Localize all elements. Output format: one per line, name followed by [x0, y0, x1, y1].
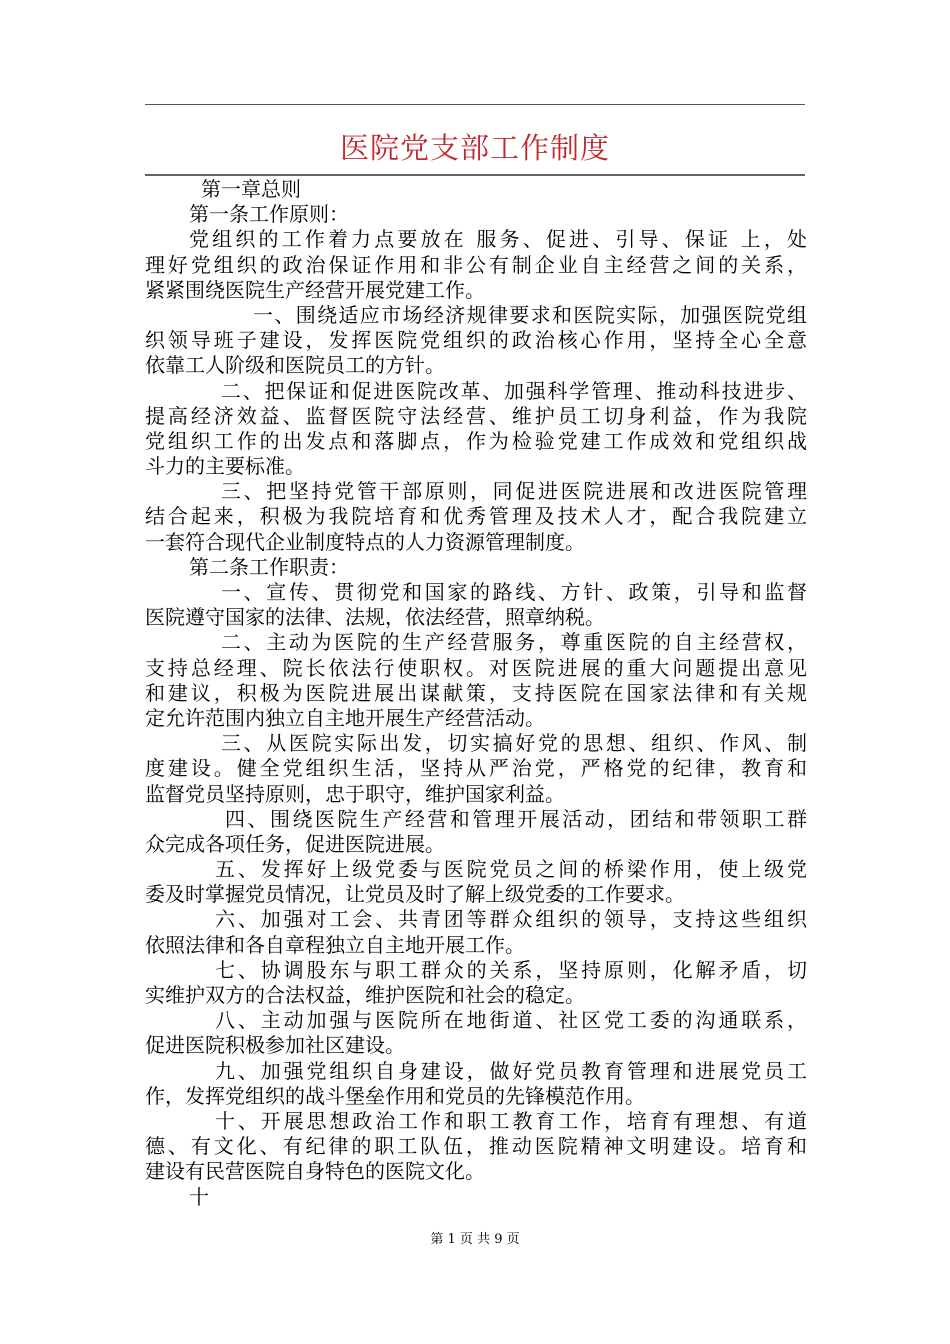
- text-line: 监督党员坚持原则，忠于职守，维护国家利益。: [145, 781, 565, 806]
- text-line: 第二条工作职责：: [189, 554, 349, 579]
- document-body: [145, 177, 807, 1210]
- text-line: 六、加强对工会、共青团等群众组织的领导，支持这些组织: [215, 907, 807, 932]
- text-line: 二、把保证和促进医院改革、加强科学管理、推动科技进步、: [221, 378, 807, 403]
- text-line: 斗力的主要标准。: [145, 454, 305, 479]
- text-line: 织领导班子建设，发挥医院党组织的政治核心作用，坚持全心全意: [145, 328, 807, 353]
- document-title: 医院党支部工作制度: [339, 131, 610, 165]
- text-line: 紧紧围绕医院生产经营开展党建工作。: [145, 277, 485, 302]
- text-line: 实维护双方的合法权益，维护医院和社会的稳定。: [145, 983, 585, 1007]
- text-line: 和建议，积极为医院进展出谋献策，支持医院在国家法律和有关规: [145, 680, 807, 705]
- text-line: 支持总经理、院长依法行使职权。对医院进展的重大问题提出意见: [145, 655, 807, 680]
- text-line: 一套符合现代企业制度特点的人力资源管理制度。: [145, 529, 585, 554]
- text-line: 建设有民营医院自身特色的医院文化。: [145, 1159, 485, 1184]
- text-line: 十: [189, 1184, 209, 1209]
- page-number: 第 1 页 共 9 页: [430, 1232, 520, 1247]
- text-line: 党组织工作的出发点和落脚点，作为检验党建工作成效和党组织战: [145, 428, 807, 453]
- text-line: 党组织的工作着力点要放在 服务、促进、引导、保证 上，处: [189, 227, 807, 252]
- text-line: 一、围绕适应市场经济规律要求和医院实际，加强医院党组: [253, 302, 807, 327]
- text-line: 十、开展思想政治工作和职工教育工作，培育有理想、有道: [215, 1108, 807, 1133]
- title-rule: [145, 174, 805, 176]
- text-line: 众完成各项任务，促进医院进展。: [145, 831, 445, 856]
- text-line: 八、主动加强与医院所在地街道、社区党工委的沟通联系，: [215, 1008, 807, 1033]
- text-line: 结合起来，积极为我院培育和优秀管理及技术人才，配合我院建立: [145, 504, 807, 529]
- text-line: 医院遵守国家的法律、法规，依法经营，照章纳税。: [145, 605, 605, 630]
- text-line: 理好党组织的政治保证作用和非公有制企业自主经营之间的关系，: [145, 252, 807, 277]
- text-line: 提高经济效益、监督医院守法经营、维护员工切身利益，作为我院: [145, 403, 807, 428]
- text-line: 度建设。健全党组织生活，坚持从严治党，严格党的纪律，教育和: [145, 756, 807, 781]
- text-line: 九、加强党组织自身建设，做好党员教育管理和进展党员工: [215, 1058, 807, 1083]
- text-line: 二、主动为医院的生产经营服务，尊重医院的自主经营权，: [221, 630, 807, 655]
- text-line: 委及时掌握党员情况，让党员及时了解上级党委的工作要求。: [145, 882, 685, 907]
- text-line: 三、把坚持党管干部原则，同促进医院进展和改进医院管理: [221, 479, 807, 504]
- text-line: 依靠工人阶级和医院员工的方针。: [145, 353, 445, 378]
- text-line: 作，发挥党组织的战斗堡垒作用和党员的先锋模范作用。: [145, 1083, 645, 1108]
- text-line: 第一条工作原则：: [189, 202, 349, 227]
- text-line: 四、围绕医院生产经营和管理开展活动，团结和带领职工群: [225, 806, 807, 831]
- text-line: 三、从医院实际出发，切实搞好党的思想、组织、作风、制: [221, 731, 807, 756]
- text-line: 定允许范围内独立自主地开展生产经营活动。: [145, 705, 545, 730]
- text-line: 一、宣传、贯彻党和国家的路线、方针、政策，引导和监督: [221, 580, 807, 604]
- text-line: 第一章总则: [201, 177, 301, 201]
- text-line: 促进医院积极参加社区建设。: [145, 1033, 405, 1058]
- header-rule: [145, 104, 805, 105]
- text-line: 五、发挥好上级党委与医院党员之间的桥梁作用，使上级党: [215, 857, 807, 882]
- text-line: 德、有文化、有纪律的职工队伍，推动医院精神文明建设。培育和: [145, 1134, 807, 1159]
- text-line: 依照法律和各自章程独立自主地开展工作。: [145, 932, 525, 957]
- text-line: 七、协调股东与职工群众的关系，坚持原则，化解矛盾，切: [215, 957, 807, 982]
